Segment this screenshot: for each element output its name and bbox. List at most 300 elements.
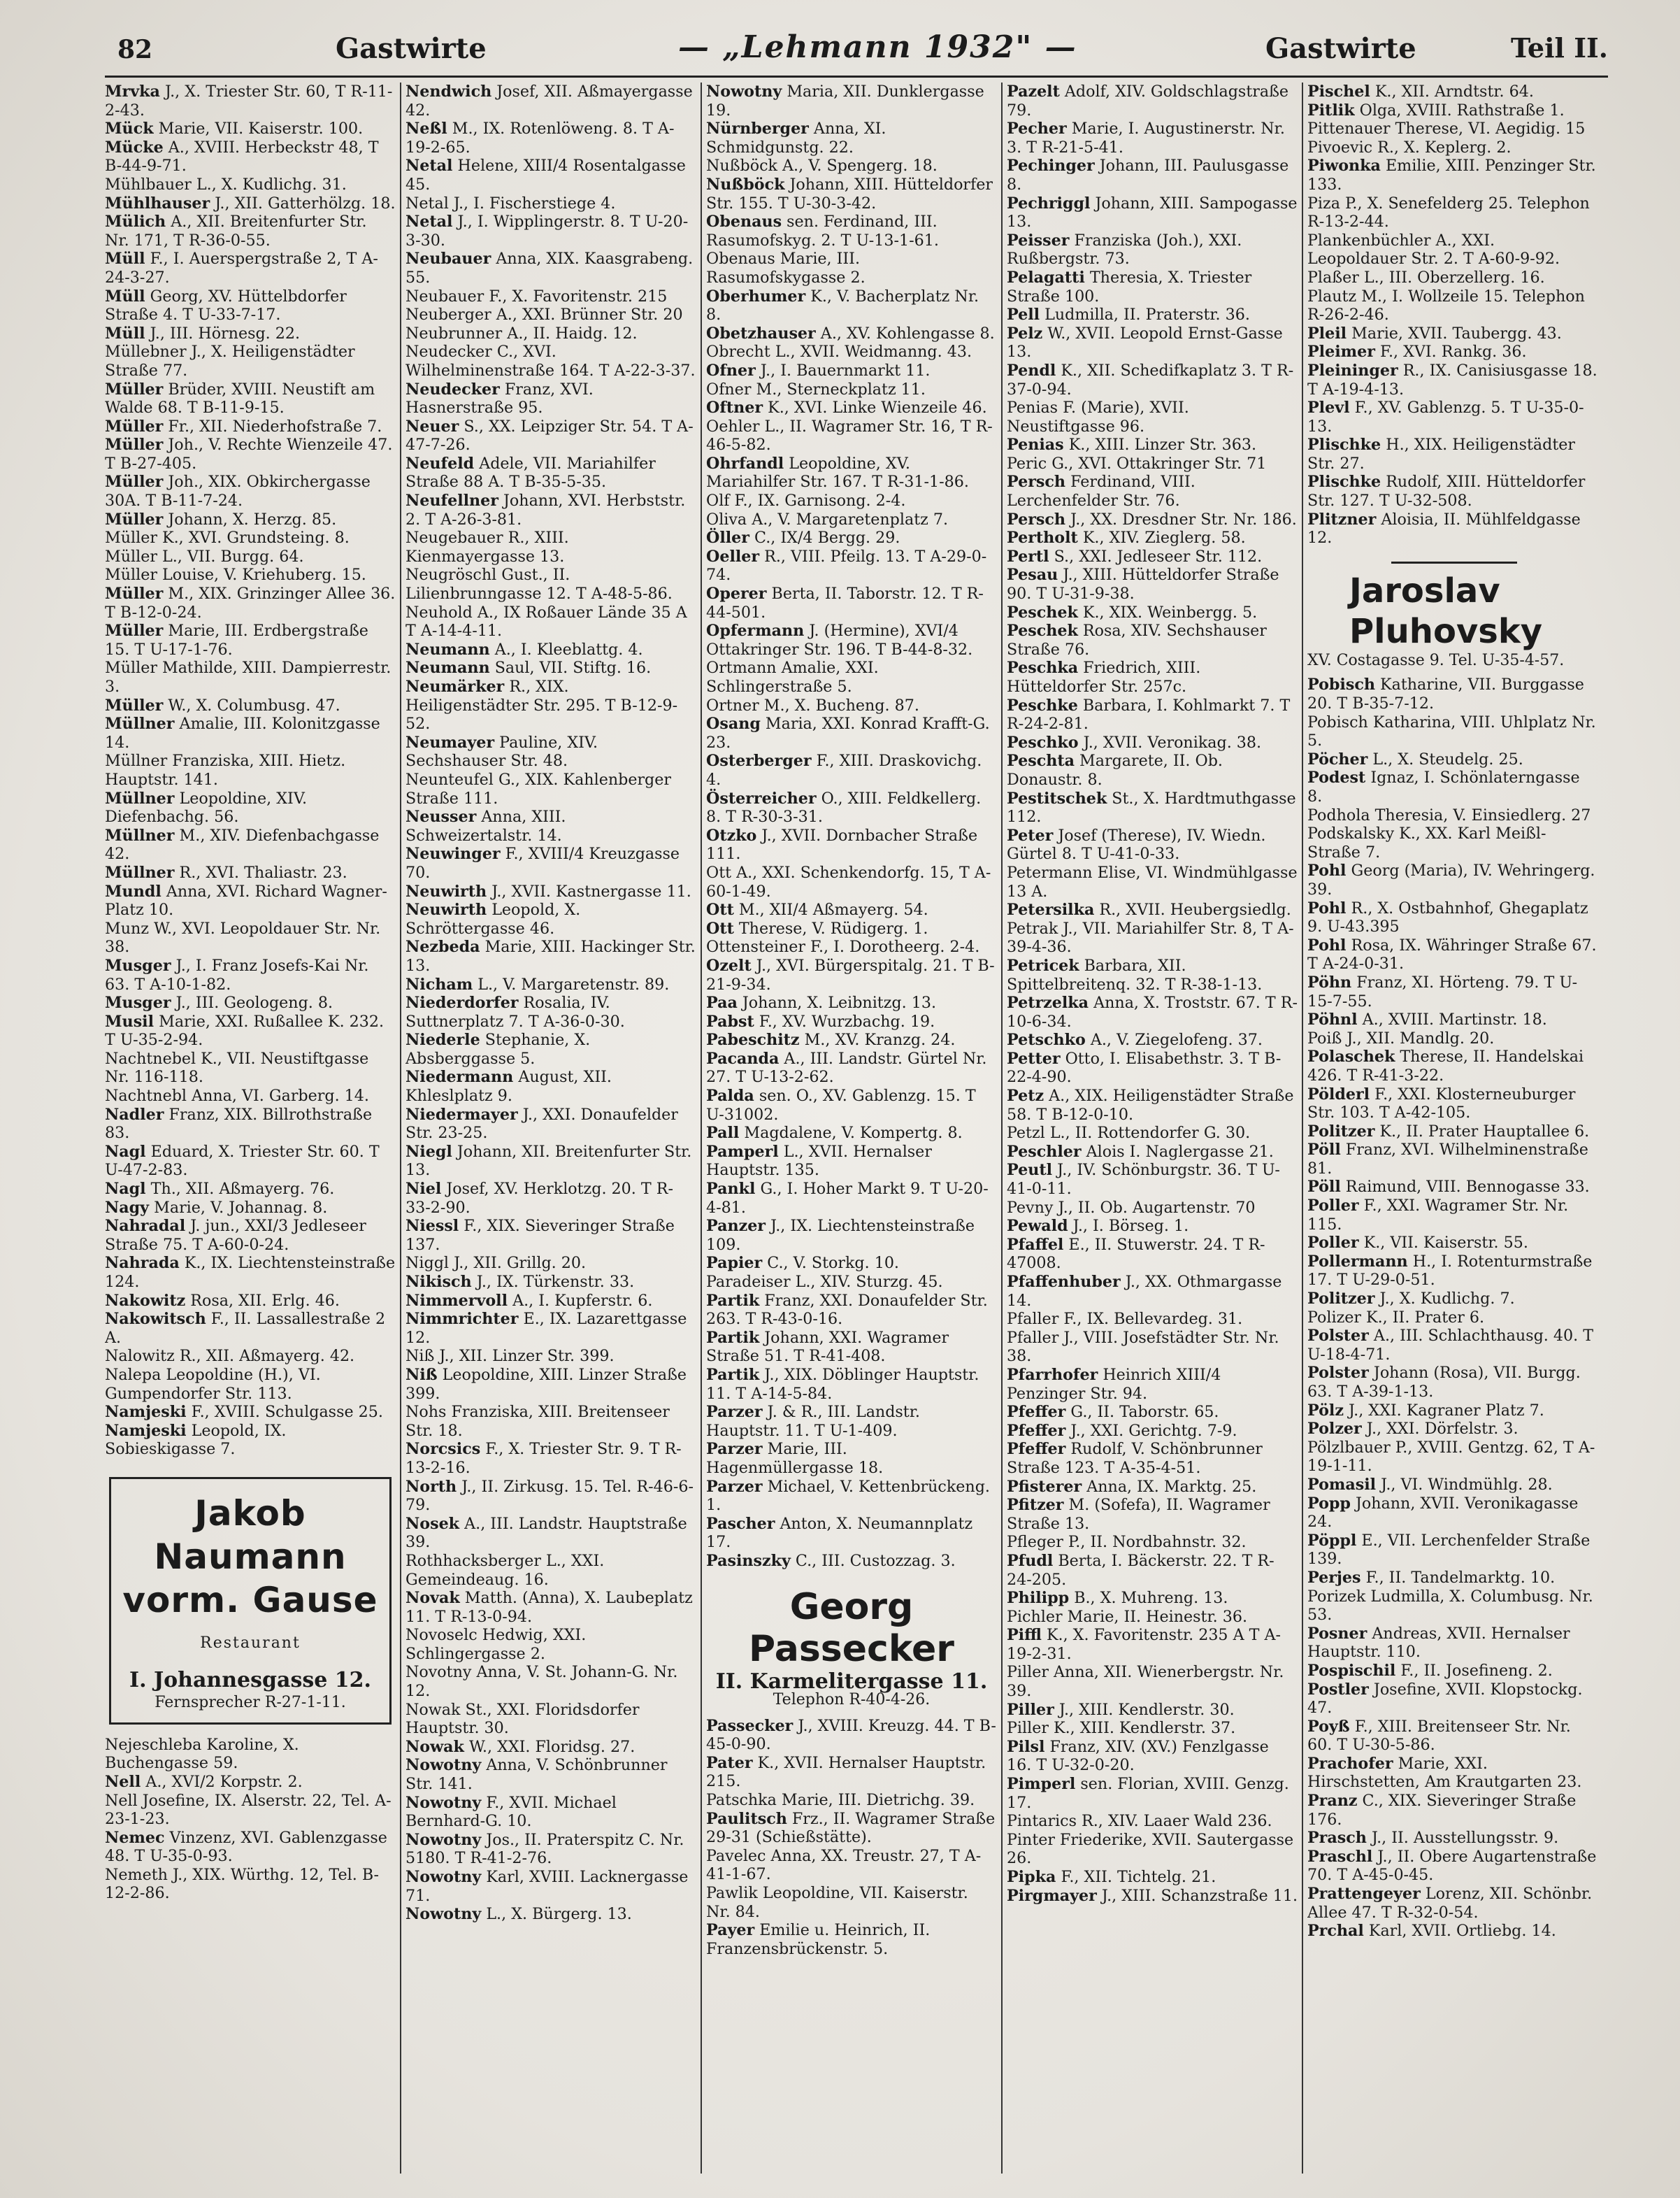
directory-entry: Payer Emilie u. Heinrich, II. Franzensbrückenstr. 5. bbox=[706, 1921, 931, 1958]
directory-entry: Prachofer Marie, XXI. Hirschstetten, Am Krautgarten 23. bbox=[1307, 1754, 1582, 1792]
directory-entry: Plischke Rudolf, XIII. Hütteldorfer Str. 127. T U-32-508. bbox=[1307, 473, 1586, 511]
directory-entry: Pollermann H., I. Rotenturmstraße 17. T U-29-0-51. bbox=[1307, 1252, 1593, 1290]
directory-entry: Müllner M., XIV. Diefenbachgasse 42. bbox=[105, 826, 380, 864]
directory-entry: Niel Josef, XV. Herklotzg. 20. T R-33-2-90. bbox=[405, 1180, 673, 1217]
directory-entry: Niederle Stephanie, X. Absberggasse 5. bbox=[405, 1031, 591, 1068]
directory-entry: Müllner Leopoldine, XIV. Diefenbachg. 56. bbox=[105, 789, 308, 827]
directory-entry: Nußböck A., V. Spengerg. 18. bbox=[706, 157, 938, 176]
directory-entry: Pechriggl Johann, XIII. Sampogasse 13. bbox=[1007, 194, 1298, 231]
directory-entry: Osang Maria, XXI. Konrad Krafft-G. 23. bbox=[706, 715, 990, 752]
directory-entry: Nowotny Jos., II. Praterspitz C. Nr. 5180. T R-41-2-76. bbox=[405, 1830, 684, 1868]
directory-entry: Musil Marie, XXI. Rußallee K. 232. T U-35-2-94. bbox=[105, 1012, 385, 1050]
directory-entry: Ortmann Amalie, XXI. Schlingerstraße 5. bbox=[706, 659, 879, 696]
directory-entry: Pichler Marie, II. Heinestr. 36. bbox=[1007, 1607, 1248, 1626]
directory-entry: Pertholt K., XIV. Zieglerg. 58. bbox=[1007, 529, 1246, 548]
column-divider bbox=[1001, 83, 1003, 2174]
directory-entry: Poller K., VII. Kaiserstr. 55. bbox=[1307, 1234, 1528, 1253]
directory-entry: Pavelec Anna, XX. Treustr. 27, T A-41-1-67. bbox=[706, 1846, 982, 1884]
directory-entry: Penias K., XIII. Linzer Str. 363. bbox=[1007, 436, 1257, 455]
directory-entry: Paradeiser L., XIV. Sturzg. 45. bbox=[706, 1273, 943, 1291]
directory-entry: Neuer S., XX. Leipziger Str. 54. T A-47-7-26. bbox=[405, 417, 694, 455]
ad-address: II. Karmelitergasse 11. bbox=[715, 1669, 988, 1694]
directory-entry: Peisser Franziska (Joh.), XXI. Rußbergstr. 73. bbox=[1007, 231, 1242, 269]
directory-entry: Pöll Raimund, VIII. Bennogasse 33. bbox=[1307, 1178, 1590, 1197]
directory-entry: Pabeschitz M., XV. Kranzg. 24. bbox=[706, 1031, 956, 1050]
directory-entry: Persch Ferdinand, VIII. Lerchenfelder Str. 76. bbox=[1007, 473, 1196, 511]
directory-entry: Müller Fr., XII. Niederhofstraße 7. bbox=[105, 417, 382, 436]
directory-entry: Neufeld Adele, VII. Mariahilfer Straße 88 A. T B-35-5-35. bbox=[405, 454, 656, 492]
directory-entry: Nürnberger Anna, XI. Schmidgunstg. 22. bbox=[706, 120, 886, 157]
directory-entry: Oberhumer K., V. Bacherplatz Nr. 8. bbox=[706, 287, 979, 324]
directory-entry: Pfaffel E., II. Stuwerstr. 24. T R-47008. bbox=[1007, 1235, 1265, 1273]
directory-entry: Pipka F., XII. Tichtelg. 21. bbox=[1007, 1868, 1216, 1886]
directory-entry: Niggl J., XII. Grillg. 20. bbox=[405, 1254, 587, 1273]
directory-entry: Peschek K., XIX. Weinbergg. 5. bbox=[1007, 603, 1258, 622]
directory-entry: Petermann Elise, VI. Windmühlgasse 13 A. bbox=[1007, 863, 1298, 901]
directory-entry: Müller L., VII. Burgg. 64. bbox=[105, 547, 304, 566]
directory-entry: Plautz M., I. Wollzeile 15. Telephon R-26-2-46. bbox=[1307, 287, 1585, 324]
directory-entry: Peutl J., IV. Schönburgstr. 36. T U-41-0-11. bbox=[1007, 1161, 1280, 1199]
directory-entry: Neubauer Anna, XIX. Kaasgrabeng. 55. bbox=[405, 250, 694, 287]
section-title-right: Gastwirte bbox=[1265, 32, 1416, 65]
directory-entry: Pfeffer Rudolf, V. Schönbrunner Straße 123. T A-35-4-51. bbox=[1007, 1440, 1263, 1477]
directory-entry: Pobisch Katharine, VII. Burggasse 20. T B-35-7-12. bbox=[1307, 676, 1584, 713]
directory-entry: Pilsl Franz, XIV. (XV.) Fenzlgasse 16. T U-32-0-20. bbox=[1007, 1737, 1269, 1775]
directory-entry: Petrzelka Anna, X. Troststr. 67. T R-10-6-34. bbox=[1007, 994, 1298, 1031]
directory-entry: Pater K., XVII. Hernalser Hauptstr. 215. bbox=[706, 1753, 986, 1791]
directory-entry: Plankenbüchler A., XXI. Leopoldauer Str. 2. T A-60-9-92. bbox=[1307, 231, 1560, 269]
directory-entry: Pfeffer J., XXI. Gerichtg. 7-9. bbox=[1007, 1421, 1237, 1440]
directory-entry: Peschko J., XVII. Veronikag. 38. bbox=[1007, 733, 1262, 752]
directory-entry: Netal Helene, XIII/4 Rosentalgasse 45. bbox=[405, 157, 686, 194]
ad-phone: Fernsprecher R-27-1-11. bbox=[155, 1694, 346, 1712]
part-label: Teil II. bbox=[1511, 32, 1608, 64]
directory-entry: Nakowitsch F., II. Lassallestraße 2 A. bbox=[105, 1310, 386, 1347]
directory-entry: Netal J., I. Wipplingerstr. 8. T U-20-3-30. bbox=[405, 213, 689, 250]
directory-entry: Palda sen. O., XV. Gablenzg. 15. T U-31002. bbox=[706, 1087, 976, 1124]
directory-entry: Neudecker C., XVI. Wilhelminenstraße 164. T A-22-3-37. bbox=[405, 343, 696, 380]
directory-entry: Novak Matth. (Anna), X. Laubeplatz 11. T R-13-0-94. bbox=[405, 1589, 693, 1626]
directory-entry: Oliva A., V. Margaretenplatz 7. bbox=[706, 510, 949, 529]
directory-entry: Politzer K., II. Prater Hauptallee 6. bbox=[1307, 1122, 1590, 1141]
directory-entry: Nezbeda Marie, XIII. Hackinger Str. 13. bbox=[405, 938, 696, 975]
directory-entry: Panzer J., IX. Liechtensteinstraße 109. bbox=[706, 1217, 975, 1254]
directory-entry: Pitlik Olga, XVIII. Rathstraße 1. bbox=[1307, 101, 1565, 120]
directory-entry: Polster A., III. Schlachthausg. 40. T U-18-4-71. bbox=[1307, 1327, 1594, 1364]
page-header bbox=[105, 25, 1608, 74]
directory-entry: Posner Andreas, XVII. Hernalser Hauptstr. 110. bbox=[1307, 1624, 1570, 1662]
directory-entry: Pölzlbauer P., XVIII. Gentzg. 62, T A-19-1-11. bbox=[1307, 1438, 1595, 1476]
directory-entry: Müller Joh., XIX. Obkirchergasse 30A. T B-11-7-24. bbox=[105, 473, 371, 511]
column-divider bbox=[701, 83, 702, 2174]
directory-entry: Nimmrichter E., IX. Lazarettgasse 12. bbox=[405, 1310, 687, 1347]
page-number: 82 bbox=[117, 35, 153, 64]
directory-entry: Neuwinger F., XVIII/4 Kreuzgasse 70. bbox=[405, 845, 680, 882]
directory-entry: Neugebauer R., XIII. Kienmayergasse 13. bbox=[405, 529, 569, 566]
directory-entry: Peschke Barbara, I. Kohlmarkt 7. T R-24-2-81. bbox=[1007, 696, 1291, 734]
directory-entry: Perjes F., II. Tandelmarktg. 10. bbox=[1307, 1568, 1556, 1587]
column-1 bbox=[105, 83, 396, 2174]
directory-entry: Penias F. (Marie), XVII. Neustiftgasse 96. bbox=[1007, 399, 1189, 436]
section-title-left: Gastwirte bbox=[336, 32, 487, 65]
directory-entry: Pfaller J., VIII. Josefstädter Str. Nr. 38. bbox=[1007, 1328, 1279, 1366]
directory-entry: Pfaffenhuber J., XX. Othmargasse 14. bbox=[1007, 1273, 1282, 1310]
publication-title: — „Lehmann 1932" — bbox=[678, 29, 1077, 65]
directory-entry: Neuberger A., XXI. Brünner Str. 20 bbox=[405, 306, 683, 324]
directory-entry: Pfaller F., IX. Bellevardeg. 31. bbox=[1007, 1310, 1243, 1329]
directory-entry: Pankl G., I. Hoher Markt 9. T U-20-4-81. bbox=[706, 1180, 989, 1217]
directory-entry: Popp Johann, XVII. Veronikagasse 24. bbox=[1307, 1494, 1579, 1532]
directory-entry: Oeller R., VIII. Pfeilg. 13. T A-29-0-74. bbox=[706, 547, 987, 585]
directory-entry: Peschta Margarete, II. Ob. Donaustr. 8. bbox=[1007, 752, 1223, 789]
directory-entry: Polaschek Therese, II. Handelskai 426. T R-41-3-22. bbox=[1307, 1048, 1584, 1085]
directory-entry: Pleimer F., XVI. Rankg. 36. bbox=[1307, 343, 1527, 362]
directory-entry: Ott A., XXI. Schenkendorfg. 15, T A-60-1-49. bbox=[706, 863, 991, 901]
directory-entry: Mühlbauer L., X. Kudlichg. 31. bbox=[105, 175, 347, 194]
directory-entry: Petzl L., II. Rottendorfer G. 30. bbox=[1007, 1124, 1251, 1143]
directory-entry: Osterberger F., XIII. Draskovichg. 4. bbox=[706, 752, 982, 789]
directory-entry: Namjeski F., XVIII. Schulgasse 25. bbox=[105, 1403, 383, 1422]
directory-entry: Prchal Karl, XVII. Ortliebg. 14. bbox=[1307, 1922, 1556, 1941]
directory-entry: Prasch J., II. Ausstellungsstr. 9. bbox=[1307, 1829, 1559, 1848]
directory-entry: Peschler Alois I. Naglergasse 21. bbox=[1007, 1142, 1274, 1161]
directory-entry: Pecher Marie, I. Augustinerstr. Nr. 3. T R-21-5-41. bbox=[1007, 120, 1285, 157]
directory-entry: Müller Louise, V. Kriehuberg. 15. bbox=[105, 566, 366, 585]
directory-entry: Praschl J., II. Obere Augartenstraße 70. T A-45-0-45. bbox=[1307, 1847, 1597, 1885]
directory-entry: Partik J., XIX. Döblinger Hauptstr. 11. T A-14-5-84. bbox=[706, 1365, 979, 1403]
directory-entry: Mühlhauser J., XII. Gatterhölzg. 18. bbox=[105, 194, 396, 213]
directory-entry: Obenaus sen. Ferdinand, III. Rasumofskyg. 2. T U-13-1-61. bbox=[706, 213, 939, 250]
column-2 bbox=[405, 83, 696, 2174]
directory-entry: Pobisch Katharina, VIII. Uhlplatz Nr. 5. bbox=[1307, 713, 1596, 750]
directory-entry: Pomasil J., VI. Windmühlg. 28. bbox=[1307, 1475, 1553, 1494]
directory-entry: Rothhacksberger L., XXI. Gemeindeaug. 16. bbox=[405, 1551, 605, 1589]
directory-entry: Nendwich Josef, XII. Aßmayergasse 42. bbox=[405, 83, 693, 120]
directory-entry: Nowak W., XXI. Floridsg. 27. bbox=[405, 1737, 636, 1756]
directory-entry: Neuhold A., IX Roßauer Lände 35 A T A-14-4-11. bbox=[405, 603, 687, 641]
directory-entry: Parzer Marie, III. Hagenmüllergasse 18. bbox=[706, 1440, 884, 1477]
directory-entry: Musger J., I. Franz Josefs-Kai Nr. 63. T A-10-1-82. bbox=[105, 956, 369, 994]
directory-entry: Müller Johann, X. Herzg. 85. bbox=[105, 510, 337, 529]
directory-entry: Pranz C., XIX. Sieveringer Straße 176. bbox=[1307, 1792, 1577, 1829]
directory-entry: Persch J., XX. Dresdner Str. Nr. 186. bbox=[1007, 510, 1297, 529]
directory-entry: Nowotny Anna, V. Schönbrunner Str. 141. bbox=[405, 1756, 668, 1794]
ad-phone: Telephon R-40-4-26. bbox=[773, 1691, 931, 1709]
directory-entry: Ottensteiner F., I. Dorotheerg. 2-4. bbox=[706, 938, 980, 957]
directory-entry: Pimperl sen. Florian, XVIII. Genzg. 17. bbox=[1007, 1775, 1289, 1812]
directory-entry: Pawlik Leopoldine, VII. Kaiserstr. Nr. 84. bbox=[706, 1884, 968, 1921]
directory-entry: Nadler Franz, XIX. Billrothstraße 83. bbox=[105, 1105, 373, 1143]
directory-entry: Pabst F., XV. Wurzbachg. 19. bbox=[706, 1012, 935, 1031]
directory-entry: Prattengeyer Lorenz, XII. Schönbr. Allee 47. T R-32-0-54. bbox=[1307, 1885, 1593, 1922]
directory-entry: Peschek Rosa, XIV. Sechshauser Straße 76. bbox=[1007, 622, 1267, 659]
directory-entry: Nalowitz R., XII. Aßmayerg. 42. bbox=[105, 1347, 355, 1366]
directory-entry: Petschko A., V. Ziegelofeng. 37. bbox=[1007, 1031, 1263, 1050]
directory-entry: Nowotny F., XVII. Michael Bernhard-G. 10. bbox=[405, 1793, 617, 1831]
directory-entry: Pamperl L., XVII. Hernalser Hauptstr. 135. bbox=[706, 1142, 932, 1180]
directory-entry: Niedermann August, XII. Khleslplatz 9. bbox=[405, 1068, 612, 1106]
directory-entry: Petrak J., VII. Mariahilfer Str. 8, T A-39-4-36. bbox=[1007, 919, 1294, 957]
directory-entry: Pölderl F., XXI. Klosterneuburger Str. 103. T A-42-105. bbox=[1307, 1085, 1576, 1122]
column-3 bbox=[706, 83, 997, 2174]
directory-entry: Pohl Georg (Maria), IV. Wehringerg. 39. bbox=[1307, 862, 1595, 899]
directory-entry: Neuwirth Leopold, X. Schröttergasse 46. bbox=[405, 901, 581, 938]
directory-entry: Neuwirth J., XVII. Kastnergasse 11. bbox=[405, 882, 691, 901]
directory-entry: Neumann A., I. Kleeblattg. 4. bbox=[405, 640, 643, 659]
directory-entry: Müller M., XIX. Grinzinger Allee 36. T B-12-0-24. bbox=[105, 585, 396, 622]
directory-entry: Petricek Barbara, XII. Spittelbreitenq. 32. T R-38-1-13. bbox=[1007, 956, 1263, 994]
directory-entry: Pfitzer M. (Sofefa), II. Wagramer Straße 13. bbox=[1007, 1496, 1270, 1533]
directory-entry: Müllebner J., X. Heiligenstädter Straße 77. bbox=[105, 343, 355, 380]
directory-entry: Neumärker R., XIX. Heiligenstädter Str. 295. T B-12-9-52. bbox=[405, 678, 678, 734]
directory-entry: Pfisterer Anna, IX. Marktg. 25. bbox=[1007, 1477, 1257, 1496]
directory-entry: Mrvka J., X. Triester Str. 60, T R-11-2-43. bbox=[105, 83, 393, 120]
directory-entry: Podest Ignaz, I. Schönlaterngasse 8. bbox=[1307, 769, 1580, 806]
directory-entry: Nakowitz Rosa, XII. Erlg. 46. bbox=[105, 1291, 340, 1310]
directory-entry: Pohl R., X. Ostbahnhof, Ghegaplatz 9. U-43.395 bbox=[1307, 899, 1588, 936]
directory-entry: Pall Magdalene, V. Kompertg. 8. bbox=[706, 1124, 963, 1143]
directory-entry: Plischke H., XIX. Heiligenstädter Str. 27. bbox=[1307, 436, 1575, 473]
directory-entry: Piwonka Emilie, XIII. Penzinger Str. 133. bbox=[1307, 157, 1596, 194]
directory-entry: Polzer J., XXI. Dörfelstr. 3. bbox=[1307, 1420, 1519, 1439]
directory-entry: Pleil Marie, XVII. Taubergg. 43. bbox=[1307, 324, 1562, 343]
directory-entry: Pesau J., XIII. Hütteldorfer Straße 90. T U-31-9-38. bbox=[1007, 566, 1279, 604]
directory-entry: Ott Therese, V. Rüdigerg. 1. bbox=[706, 919, 928, 938]
directory-entry: Pfleger P., II. Nordbahnstr. 32. bbox=[1007, 1533, 1247, 1552]
directory-entry: Pöhnl A., XVIII. Martinstr. 18. bbox=[1307, 1011, 1547, 1029]
directory-entry: Nagy Marie, V. Johannag. 8. bbox=[105, 1198, 328, 1217]
directory-entry: Pöhn Franz, XI. Hörteng. 79. T U-15-7-55. bbox=[1307, 973, 1578, 1011]
directory-entry: Pfeffer G., II. Taborstr. 65. bbox=[1007, 1403, 1219, 1422]
column-divider bbox=[400, 83, 401, 2174]
directory-entry: Müller W., X. Columbusg. 47. bbox=[105, 696, 340, 715]
directory-entry: Pascher Anton, X. Neumannplatz 17. bbox=[706, 1514, 973, 1552]
directory-entry: Peter Josef (Therese), IV. Wiedn. Gürtel 8. T U-41-0-33. bbox=[1007, 826, 1266, 864]
advertisement-box bbox=[109, 1477, 392, 1725]
directory-entry: Nahradal J. jun., XXI/3 Jedleseer Straße 75. T A-60-0-24. bbox=[105, 1217, 366, 1254]
advertisement-box bbox=[706, 1586, 997, 1710]
directory-entry: Pewald J., I. Börseg. 1. bbox=[1007, 1217, 1189, 1236]
directory-entry: Nejeschleba Karoline, X. Buchengasse 59. bbox=[105, 1735, 299, 1773]
directory-entry: Neunteufel G., XIX. Kahlenberger Straße 111. bbox=[405, 770, 671, 808]
directory-entry: Poiß J., XII. Mandlg. 20. bbox=[1307, 1029, 1495, 1048]
directory-entry: Politzer J., X. Kudlichg. 7. bbox=[1307, 1290, 1515, 1308]
directory-entry: Neumayer Pauline, XIV. Sechshauser Str. 48. bbox=[405, 733, 598, 771]
directory-entry: North J., II. Zirkusg. 15. Tel. R-46-6-79. bbox=[405, 1477, 694, 1515]
directory-entry: Nell A., XVI/2 Korpstr. 2. bbox=[105, 1772, 303, 1791]
directory-entry: Mundl Anna, XVI. Richard Wagner-Platz 10. bbox=[105, 882, 387, 920]
ad-rule bbox=[1391, 562, 1517, 564]
directory-entry: Nicham L., V. Margaretenstr. 89. bbox=[405, 975, 670, 994]
directory-entry: Olf F., IX. Garnisong. 2-4. bbox=[706, 492, 906, 511]
directory-entry: Niessl F., XIX. Sieveringer Straße 137. bbox=[405, 1217, 675, 1254]
directory-entry: Nowotny L., X. Bürgerg. 13. bbox=[405, 1905, 632, 1924]
directory-entry: Oehler L., II. Wagramer Str. 16, T R-46-5-82. bbox=[706, 417, 993, 455]
directory-entry: Nimmervoll A., I. Kupferstr. 6. bbox=[405, 1291, 653, 1310]
directory-entry: Nalepa Leopoldine (H.), VI. Gumpendorfer Str. 113. bbox=[105, 1365, 321, 1403]
directory-entry: Neugröschl Gust., II. Lilienbrunngasse 12. T A-48-5-86. bbox=[405, 566, 673, 604]
directory-entry: Müller K., XVI. Grundsteing. 8. bbox=[105, 529, 350, 548]
directory-entry: Opfermann J. (Hermine), XVI/4 Ottakringer Str. 196. T B-44-8-32. bbox=[706, 622, 973, 659]
column-divider bbox=[1302, 83, 1303, 2174]
directory-entry: Pinter Friederike, XVII. Sautergasse 26. bbox=[1007, 1830, 1294, 1868]
directory-entry: Pelz W., XVII. Leopold Ernst-Gasse 13. bbox=[1007, 324, 1283, 362]
directory-entry: Nohs Franziska, XIII. Breitenseer Str. 18. bbox=[405, 1403, 670, 1440]
directory-entry: Müllner R., XVI. Thaliastr. 23. bbox=[105, 863, 347, 882]
directory-entry: Mück Marie, VII. Kaiserstr. 100. bbox=[105, 120, 364, 138]
directory-entry: Pittenauer Therese, VI. Aegidig. 15 bbox=[1307, 120, 1586, 138]
directory-entry: Peric G., XVI. Ottakringer Str. 71 bbox=[1007, 454, 1267, 473]
ad-address: XV. Costagasse 9. Tel. U-35-4-57. bbox=[1307, 651, 1565, 669]
directory-entry: Netal J., I. Fischerstiege 4. bbox=[405, 194, 616, 213]
directory-entry: Piza P., X. Senefelderg 25. Telephon R-13-2-44. bbox=[1307, 194, 1590, 231]
directory-entry: Pöppl E., VII. Lerchenfelder Straße 139. bbox=[1307, 1531, 1591, 1569]
directory-entry: Müller Mathilde, XIII. Dampierrestr. 3. bbox=[105, 659, 392, 696]
directory-entry: Ofner J., I. Bauernmarkt 11. bbox=[706, 361, 931, 380]
directory-entry: Otzko J., XVII. Dornbacher Straße 111. bbox=[706, 826, 978, 864]
directory-entry: Plaßer L., III. Oberzellerg. 16. bbox=[1307, 268, 1545, 287]
directory-entry: Musger J., III. Geologeng. 8. bbox=[105, 994, 333, 1013]
directory-entry: Paulitsch Frz., II. Wagramer Straße 29-31 (Schießstätte). bbox=[706, 1809, 996, 1847]
directory-entry: Pohl Rosa, IX. Währinger Straße 67. T A-24-0-31. bbox=[1307, 936, 1597, 973]
directory-entry: Nahrada K., IX. Liechtensteinstraße 124. bbox=[105, 1254, 396, 1291]
directory-entry: Munz W., XVI. Leopoldauer Str. Nr. 38. bbox=[105, 919, 381, 957]
directory-entry: Pöcher L., X. Steudelg. 25. bbox=[1307, 750, 1523, 769]
ad-name-line2: vorm. Gause bbox=[122, 1579, 378, 1620]
directory-entry: Nachtnebel K., VII. Neustiftgasse Nr. 116-118. bbox=[105, 1049, 369, 1087]
directory-entry: Nell Josefine, IX. Alserstr. 22, Tel. A-23-1-23. bbox=[105, 1791, 392, 1829]
directory-entry: Partik Franz, XXI. Donaufelder Str. 263. T R-43-0-16. bbox=[706, 1291, 988, 1329]
directory-entry: Petz A., XIX. Heiligenstädter Straße 58. T B-12-0-10. bbox=[1007, 1087, 1294, 1124]
directory-entry: Neudecker Franz, XVI. Hasnerstraße 95. bbox=[405, 380, 594, 418]
directory-entry: Obrecht L., XVII. Weidmanng. 43. bbox=[706, 343, 972, 362]
directory-entry: Pleininger R., IX. Canisiusgasse 18. T A-19-4-13. bbox=[1307, 361, 1598, 399]
directory-entry: Pestitschek St., X. Hardtmuthgasse 112. bbox=[1007, 789, 1296, 827]
directory-entry: Müll Georg, XV. Hüttelbdorfer Straße 4. T U-33-7-17. bbox=[105, 287, 347, 324]
directory-entry: Niß Leopoldine, XIII. Linzer Straße 399. bbox=[405, 1365, 687, 1403]
directory-entry: Nemec Vinzenz, XVI. Gablenzgasse 48. T U-35-0-93. bbox=[105, 1828, 387, 1866]
directory-entry: Neubrunner A., II. Haidg. 12. bbox=[405, 324, 638, 343]
directory-entry: Ott M., XII/4 Aßmayerg. 54. bbox=[706, 901, 928, 920]
column-4 bbox=[1007, 83, 1298, 2174]
directory-entry: Polster Johann (Rosa), VII. Burgg. 63. T A-39-1-13. bbox=[1307, 1364, 1581, 1401]
directory-entry: Pelagatti Theresia, X. Triester Straße 100. bbox=[1007, 268, 1252, 306]
directory-entry: Ortner M., X. Bucheng. 87. bbox=[706, 696, 919, 715]
directory-entry: Oftner K., XVI. Linke Wienzeile 46. bbox=[706, 399, 987, 418]
directory-entry: Müller Joh., V. Rechte Wienzeile 47. T B-27-405. bbox=[105, 436, 393, 473]
directory-entry: Piller Anna, XII. Wienerbergstr. Nr. 39. bbox=[1007, 1663, 1284, 1701]
directory-entry: Patschka Marie, III. Dietrichg. 39. bbox=[706, 1791, 975, 1810]
ad-name: Jakob Naumann bbox=[154, 1492, 347, 1577]
directory-entry: Müllner Amalie, III. Kolonitzgasse 14. bbox=[105, 715, 380, 752]
advertisement-box bbox=[1307, 562, 1598, 671]
directory-entry: Ohrfandl Leopoldine, XV. Mariahilfer Str. 167. T R-31-1-86. bbox=[706, 454, 969, 492]
directory-entry: Pevny J., II. Ob. Augartenstr. 70 bbox=[1007, 1198, 1256, 1217]
directory-entry: Neubauer F., X. Favoritenstr. 215 bbox=[405, 287, 668, 306]
ad-name: Jaroslav Pluhovsky bbox=[1349, 571, 1543, 651]
directory-entry: Paa Johann, X. Leibnitzg. 13. bbox=[706, 994, 937, 1013]
directory-entry: Neufellner Johann, XVI. Herbststr. 2. T A-26-3-81. bbox=[405, 492, 686, 529]
directory-entry: Pölz J., XXI. Kagraner Platz 7. bbox=[1307, 1401, 1544, 1420]
directory-entry: Petersilka R., XVII. Heubergsiedlg. bbox=[1007, 901, 1291, 920]
directory-entry: Nowotny Maria, XII. Dunklergasse 19. bbox=[706, 83, 984, 120]
directory-entry: Peschka Friedrich, XIII. Hütteldorfer Str. 257c. bbox=[1007, 659, 1201, 696]
directory-entry: Operer Berta, II. Taborstr. 12. T R-44-501. bbox=[706, 585, 984, 622]
directory-entry: Pendl K., XII. Schedifkaplatz 3. T R-37-0-94. bbox=[1007, 361, 1294, 399]
directory-entry: Österreicher O., XIII. Feldkellerg. 8. T R-30-3-31. bbox=[706, 789, 982, 827]
directory-entry: Müller Marie, III. Erdbergstraße 15. T U-17-1-76. bbox=[105, 622, 368, 659]
directory-entry: Parzer J. & R., III. Landstr. Hauptstr. 11. T U-1-409. bbox=[706, 1403, 920, 1440]
directory-entry: Polizer K., II. Prater 6. bbox=[1307, 1308, 1485, 1327]
directory-entry: Nosek A., III. Landstr. Hauptstraße 39. bbox=[405, 1514, 687, 1552]
directory-entry: Novotny Anna, V. St. Johann-G. Nr. 12. bbox=[405, 1663, 678, 1701]
directory-entry: Postler Josefine, XVII. Klopstockg. 47. bbox=[1307, 1680, 1583, 1718]
directory-entry: Piller J., XIII. Kendlerstr. 30. bbox=[1007, 1700, 1235, 1719]
directory-entry: Pospischil F., II. Josefineng. 2. bbox=[1307, 1661, 1553, 1680]
directory-entry: Nachtnebl Anna, VI. Garberg. 14. bbox=[105, 1087, 369, 1106]
directory-entry: Pfudl Berta, I. Bäckerstr. 22. T R-24-205. bbox=[1007, 1551, 1275, 1589]
directory-entry: Passecker J., XVIII. Kreuzg. 44. T B-45-0-90. bbox=[706, 1716, 996, 1754]
directory-entry: Pfarrhofer Heinrich XIII/4 Penzinger Str. 94. bbox=[1007, 1365, 1221, 1403]
directory-entry: Mülich A., XII. Breitenfurter Str. Nr. 171, T R-36-0-55. bbox=[105, 213, 367, 250]
directory-entry: Pertl S., XXI. Jedleseer Str. 112. bbox=[1007, 547, 1263, 566]
directory-entry: Poller F., XXI. Wagramer Str. Nr. 115. bbox=[1307, 1197, 1569, 1234]
directory-entry: Müll F., I. Auerspergstraße 2, T A-24-3-27. bbox=[105, 250, 378, 287]
ad-business-type: Restaurant bbox=[200, 1634, 301, 1652]
directory-entry: Mücke A., XVIII. Herbeckstr 48, T B-44-9-71. bbox=[105, 138, 379, 176]
directory-entry: Öller C., IX/4 Bergg. 29. bbox=[706, 529, 900, 548]
ad-name: Georg Passecker bbox=[749, 1585, 954, 1670]
directory-entry: Müll J., III. Hörnesg. 22. bbox=[105, 324, 301, 343]
directory-entry: Parzer Michael, V. Kettenbrückeng. 1. bbox=[706, 1477, 990, 1515]
directory-entry: Partik Johann, XXI. Wagramer Straße 51. T R-41-408. bbox=[706, 1328, 949, 1366]
directory-entry: Niegl Johann, XII. Breitenfurter Str. 13. bbox=[405, 1142, 692, 1180]
directory-entry: Pivoevic R., X. Keplerg. 2. bbox=[1307, 138, 1512, 157]
directory-entry: Nagl Th., XII. Aßmayerg. 76. bbox=[105, 1180, 335, 1199]
directory-entry: Podhola Theresia, V. Einsiedlerg. 27 bbox=[1307, 806, 1591, 825]
directory-entry: Obetzhauser A., XV. Kohlengasse 8. bbox=[706, 324, 995, 343]
directory-entry: Pell Ludmilla, II. Praterstr. 36. bbox=[1007, 306, 1250, 324]
column-5 bbox=[1307, 83, 1598, 2174]
directory-entry: Plevl F., XV. Gablenzg. 5. T U-35-0-13. bbox=[1307, 399, 1584, 436]
directory-entry: Müller Brüder, XVIII. Neustift am Walde 68. T B-11-9-15. bbox=[105, 380, 375, 418]
directory-entry: Neumann Saul, VII. Stiftg. 16. bbox=[405, 659, 652, 678]
directory-entry: Ofner M., Sterneckplatz 11. bbox=[706, 380, 926, 399]
directory-entry: Plitzner Aloisia, II. Mühlfeldgasse 12. bbox=[1307, 510, 1581, 548]
directory-entry: Nagl Eduard, X. Triester Str. 60. T U-47-2-83. bbox=[105, 1142, 380, 1180]
directory-entry: Philipp B., X. Muhreng. 13. bbox=[1007, 1589, 1228, 1608]
directory-entry: Porizek Ludmilla, X. Columbusg. Nr. 53. bbox=[1307, 1587, 1593, 1625]
directory-entry: Neusser Anna, XIII. Schweizertalstr. 14. bbox=[405, 808, 566, 845]
directory-entry: Neßl M., IX. Rotenlöweng. 8. T A-19-2-65. bbox=[405, 120, 675, 157]
directory-entry: Papier C., V. Storkg. 10. bbox=[706, 1254, 899, 1273]
directory-entry: Pechinger Johann, III. Paulusgasse 8. bbox=[1007, 157, 1289, 194]
directory-entry: Nußböck Johann, XIII. Hütteldorfer Str. 155. T U-30-3-42. bbox=[706, 175, 993, 213]
directory-entry: Piffl K., X. Favoritenstr. 235 A T A-19-2-31. bbox=[1007, 1626, 1281, 1663]
directory-entry: Nikisch J., IX. Türkenstr. 33. bbox=[405, 1273, 635, 1291]
directory-entry: Nemeth J., XIX. Würthg. 12, Tel. B-12-2-86. bbox=[105, 1865, 380, 1903]
directory-entry: Novoselc Hedwig, XXI. Schlingergasse 2. bbox=[405, 1626, 587, 1663]
directory-entry: Norcsics F., X. Triester Str. 9. T R-13-2-16. bbox=[405, 1440, 682, 1477]
directory-entry: Nowotny Karl, XVIII. Lacknergasse 71. bbox=[405, 1868, 689, 1905]
directory-entry: Pintarics R., XIV. Laaer Wald 236. bbox=[1007, 1812, 1272, 1831]
directory-entry: Petter Otto, I. Elisabethstr. 3. T B-22-4-90. bbox=[1007, 1049, 1281, 1087]
directory-entry: Pirgmayer J., XIII. Schanzstraße 11. bbox=[1007, 1886, 1298, 1905]
directory-entry: Pasinszky C., III. Custozzag. 3. bbox=[706, 1551, 956, 1570]
directory-entry: Piller K., XIII. Kendlerstr. 37. bbox=[1007, 1719, 1236, 1738]
directory-entry: Pischel K., XII. Arndtstr. 64. bbox=[1307, 83, 1534, 101]
ad-address: I. Johannesgasse 12. bbox=[129, 1667, 371, 1692]
